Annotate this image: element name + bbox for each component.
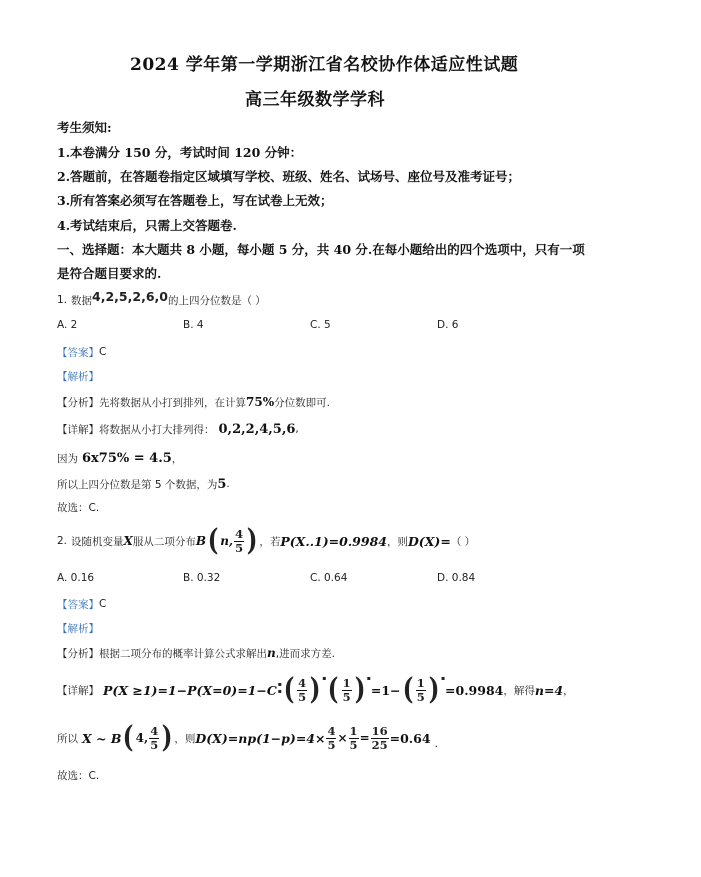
exponent: ▪ bbox=[322, 674, 327, 682]
so-text: 所以上四分位数是第 5 个数据，为 bbox=[57, 478, 218, 491]
left-paren: ( bbox=[207, 523, 219, 558]
because-math: 6x75% = 4.5 bbox=[82, 450, 172, 466]
analysis-label: 【解析】 bbox=[57, 370, 99, 383]
q2-option-c: C. 0.64 bbox=[310, 572, 348, 584]
combination-indices: ▪ ▪ bbox=[277, 681, 282, 695]
q1-answer bbox=[57, 343, 106, 361]
left-paren: ( bbox=[328, 672, 339, 707]
q2-choose: 故选：C. bbox=[57, 769, 100, 782]
analysis-label: 【解析】 bbox=[57, 622, 99, 635]
fraction: $\frac{1}{5}$ bbox=[349, 723, 358, 752]
so-math-3: =0.64 bbox=[389, 730, 431, 746]
q2-var-x: X bbox=[123, 534, 133, 548]
right-paren: ) bbox=[354, 672, 366, 707]
right-paren: ) bbox=[309, 672, 321, 707]
q2-detail bbox=[57, 668, 574, 712]
exponent: ▪ bbox=[440, 674, 446, 682]
exponent: ▪ bbox=[366, 674, 371, 682]
q1-fenxi bbox=[57, 393, 330, 411]
notice-item-4: 4.考试结束后，只需上交答题卷. bbox=[57, 218, 237, 233]
answer-label: 【答案】 bbox=[57, 346, 99, 359]
q2-probability: P(X..1)=0.9984 bbox=[280, 533, 387, 549]
fraction: $\frac{1}{5}$ bbox=[416, 675, 425, 704]
q2-option-a: A. 0.16 bbox=[57, 572, 95, 584]
left-paren: ( bbox=[283, 672, 295, 707]
detail-math-3: =0.9984 bbox=[445, 682, 504, 698]
right-paren: ) bbox=[161, 720, 173, 755]
fenxi-text: 先将数据从小打到排列，在计算 bbox=[99, 396, 246, 409]
fenxi-label: 【分析】 bbox=[57, 396, 99, 409]
q1-option-c: C. 5 bbox=[310, 319, 331, 331]
q2-analysis-heading bbox=[57, 619, 99, 637]
fraction: $\frac{1}{5}$ bbox=[342, 675, 351, 704]
fraction: $\frac{16}{25}$ bbox=[371, 723, 388, 752]
q1-options bbox=[57, 319, 677, 337]
q2-text-1: 设随机变量 bbox=[71, 535, 124, 548]
left-paren: ( bbox=[123, 720, 134, 755]
so-tail: . bbox=[434, 738, 438, 750]
right-paren: ) bbox=[428, 672, 440, 707]
because-text: 因为 bbox=[57, 452, 78, 465]
section-heading-line2: 是符合题目要求的. bbox=[57, 266, 162, 281]
so-math-1: X ~ B bbox=[82, 730, 122, 746]
answer-value: C bbox=[99, 598, 107, 610]
right-paren: ) bbox=[246, 523, 258, 558]
q2-option-b: B. 0.32 bbox=[183, 572, 221, 584]
q1-option-d: D. 6 bbox=[437, 319, 459, 331]
detail-text-1: ，解得 bbox=[503, 684, 535, 697]
q2-blank: （ ） bbox=[450, 535, 476, 548]
q1-data-set: 4,2,5,2,6,0 bbox=[92, 288, 168, 304]
fenxi-math: 75% bbox=[246, 395, 275, 409]
q1-detail bbox=[57, 420, 299, 438]
q1-option-a: A. 2 bbox=[57, 319, 78, 331]
left-paren: ( bbox=[402, 672, 413, 707]
notice-item-1: 1.本卷满分 150 分，考试时间 120 分钟： bbox=[57, 145, 303, 160]
q1-analysis-heading bbox=[57, 367, 99, 385]
fenxi-text: 根据二项分布的概率计算公式求解出 bbox=[99, 647, 267, 660]
q2-number: 2. bbox=[57, 535, 68, 547]
exam-subtitle: 高三年级数学学科 bbox=[245, 89, 385, 110]
detail-text-2: ， bbox=[563, 684, 574, 697]
q1-so bbox=[57, 475, 230, 493]
q1-number: 1. bbox=[57, 294, 68, 306]
detail-math-2: =1− bbox=[370, 682, 401, 698]
detail-tail: , bbox=[295, 423, 299, 435]
q2-binom-b: B bbox=[195, 534, 206, 548]
so-text: 所以 bbox=[57, 732, 78, 745]
q2-text-2: 服从二项分布 bbox=[132, 535, 196, 548]
detail-math: 0,2,2,4,5,6 bbox=[218, 421, 296, 437]
notice-heading: 考生须知: bbox=[57, 120, 112, 135]
detail-math-4: n=4 bbox=[534, 682, 564, 698]
q1-stem-prefix: 数据 bbox=[71, 294, 93, 307]
q2-so bbox=[57, 716, 438, 760]
fraction: $\frac{4}{5}$ bbox=[327, 723, 336, 752]
q2-variance: D(X)= bbox=[407, 533, 451, 549]
q2-text-3: ，若 bbox=[259, 535, 281, 548]
so-math: 5 bbox=[217, 476, 227, 492]
q2-fenxi bbox=[57, 644, 335, 662]
answer-label: 【答案】 bbox=[57, 598, 99, 611]
detail-text: 将数据从小打大排列得： bbox=[99, 423, 215, 436]
q2-text-4: ，则 bbox=[386, 535, 408, 548]
exam-title: 2024 学年第一学期浙江省名校协作体适应性试题 bbox=[130, 54, 519, 75]
q1-because bbox=[57, 449, 182, 467]
fraction: $\frac{4}{5}$ bbox=[298, 675, 307, 704]
so-math-2: D(X)=np(1−p)=4× bbox=[195, 730, 326, 746]
q2-option-d: D. 0.84 bbox=[437, 572, 476, 584]
notice-item-3: 3.所有答案必须写在答题卷上，写在试卷上无效； bbox=[57, 193, 333, 208]
q2-answer bbox=[57, 595, 106, 613]
answer-value: C bbox=[99, 346, 107, 358]
q1-stem bbox=[57, 288, 266, 309]
so-tail: . bbox=[226, 478, 230, 490]
notice-item-2: 2.答题前，在答题卷指定区域填写学校、班级、姓名、试场号、座位号及准考证号； bbox=[57, 169, 521, 184]
section-heading-line1: 一、选择题：本大题共 8 小题，每小题 5 分，共 40 分.在每小题给出的四个选项中，只有一项 bbox=[57, 242, 585, 257]
equals: = bbox=[359, 731, 370, 745]
detail-label: 【详解】 bbox=[57, 423, 99, 436]
because-tail: ， bbox=[171, 452, 183, 465]
q2-fraction: $\frac{4}{5}$ bbox=[235, 526, 244, 555]
q2-options bbox=[57, 572, 677, 590]
fenxi-math: n bbox=[267, 646, 276, 660]
fenxi-text-end: ,进而求方差. bbox=[275, 647, 335, 660]
q1-choose: 故选：C. bbox=[57, 501, 100, 514]
so-text-1: ，则 bbox=[174, 732, 196, 745]
times: × bbox=[337, 731, 348, 745]
detail-label: 【详解】 bbox=[57, 684, 99, 697]
so-inner: 4, bbox=[135, 731, 149, 745]
q2-stem bbox=[57, 519, 475, 563]
fraction: $\frac{4}{5}$ bbox=[150, 723, 159, 752]
q1-option-b: B. 4 bbox=[183, 319, 204, 331]
fenxi-label: 【分析】 bbox=[57, 647, 99, 660]
fenxi-text-end: 分位数即可. bbox=[274, 396, 330, 409]
q1-stem-suffix: 的上四分位数是（ ） bbox=[167, 294, 266, 307]
detail-math-1: P(X ≥1)=1−P(X=0)=1−C bbox=[103, 682, 277, 698]
q2-n: n, bbox=[220, 534, 234, 548]
